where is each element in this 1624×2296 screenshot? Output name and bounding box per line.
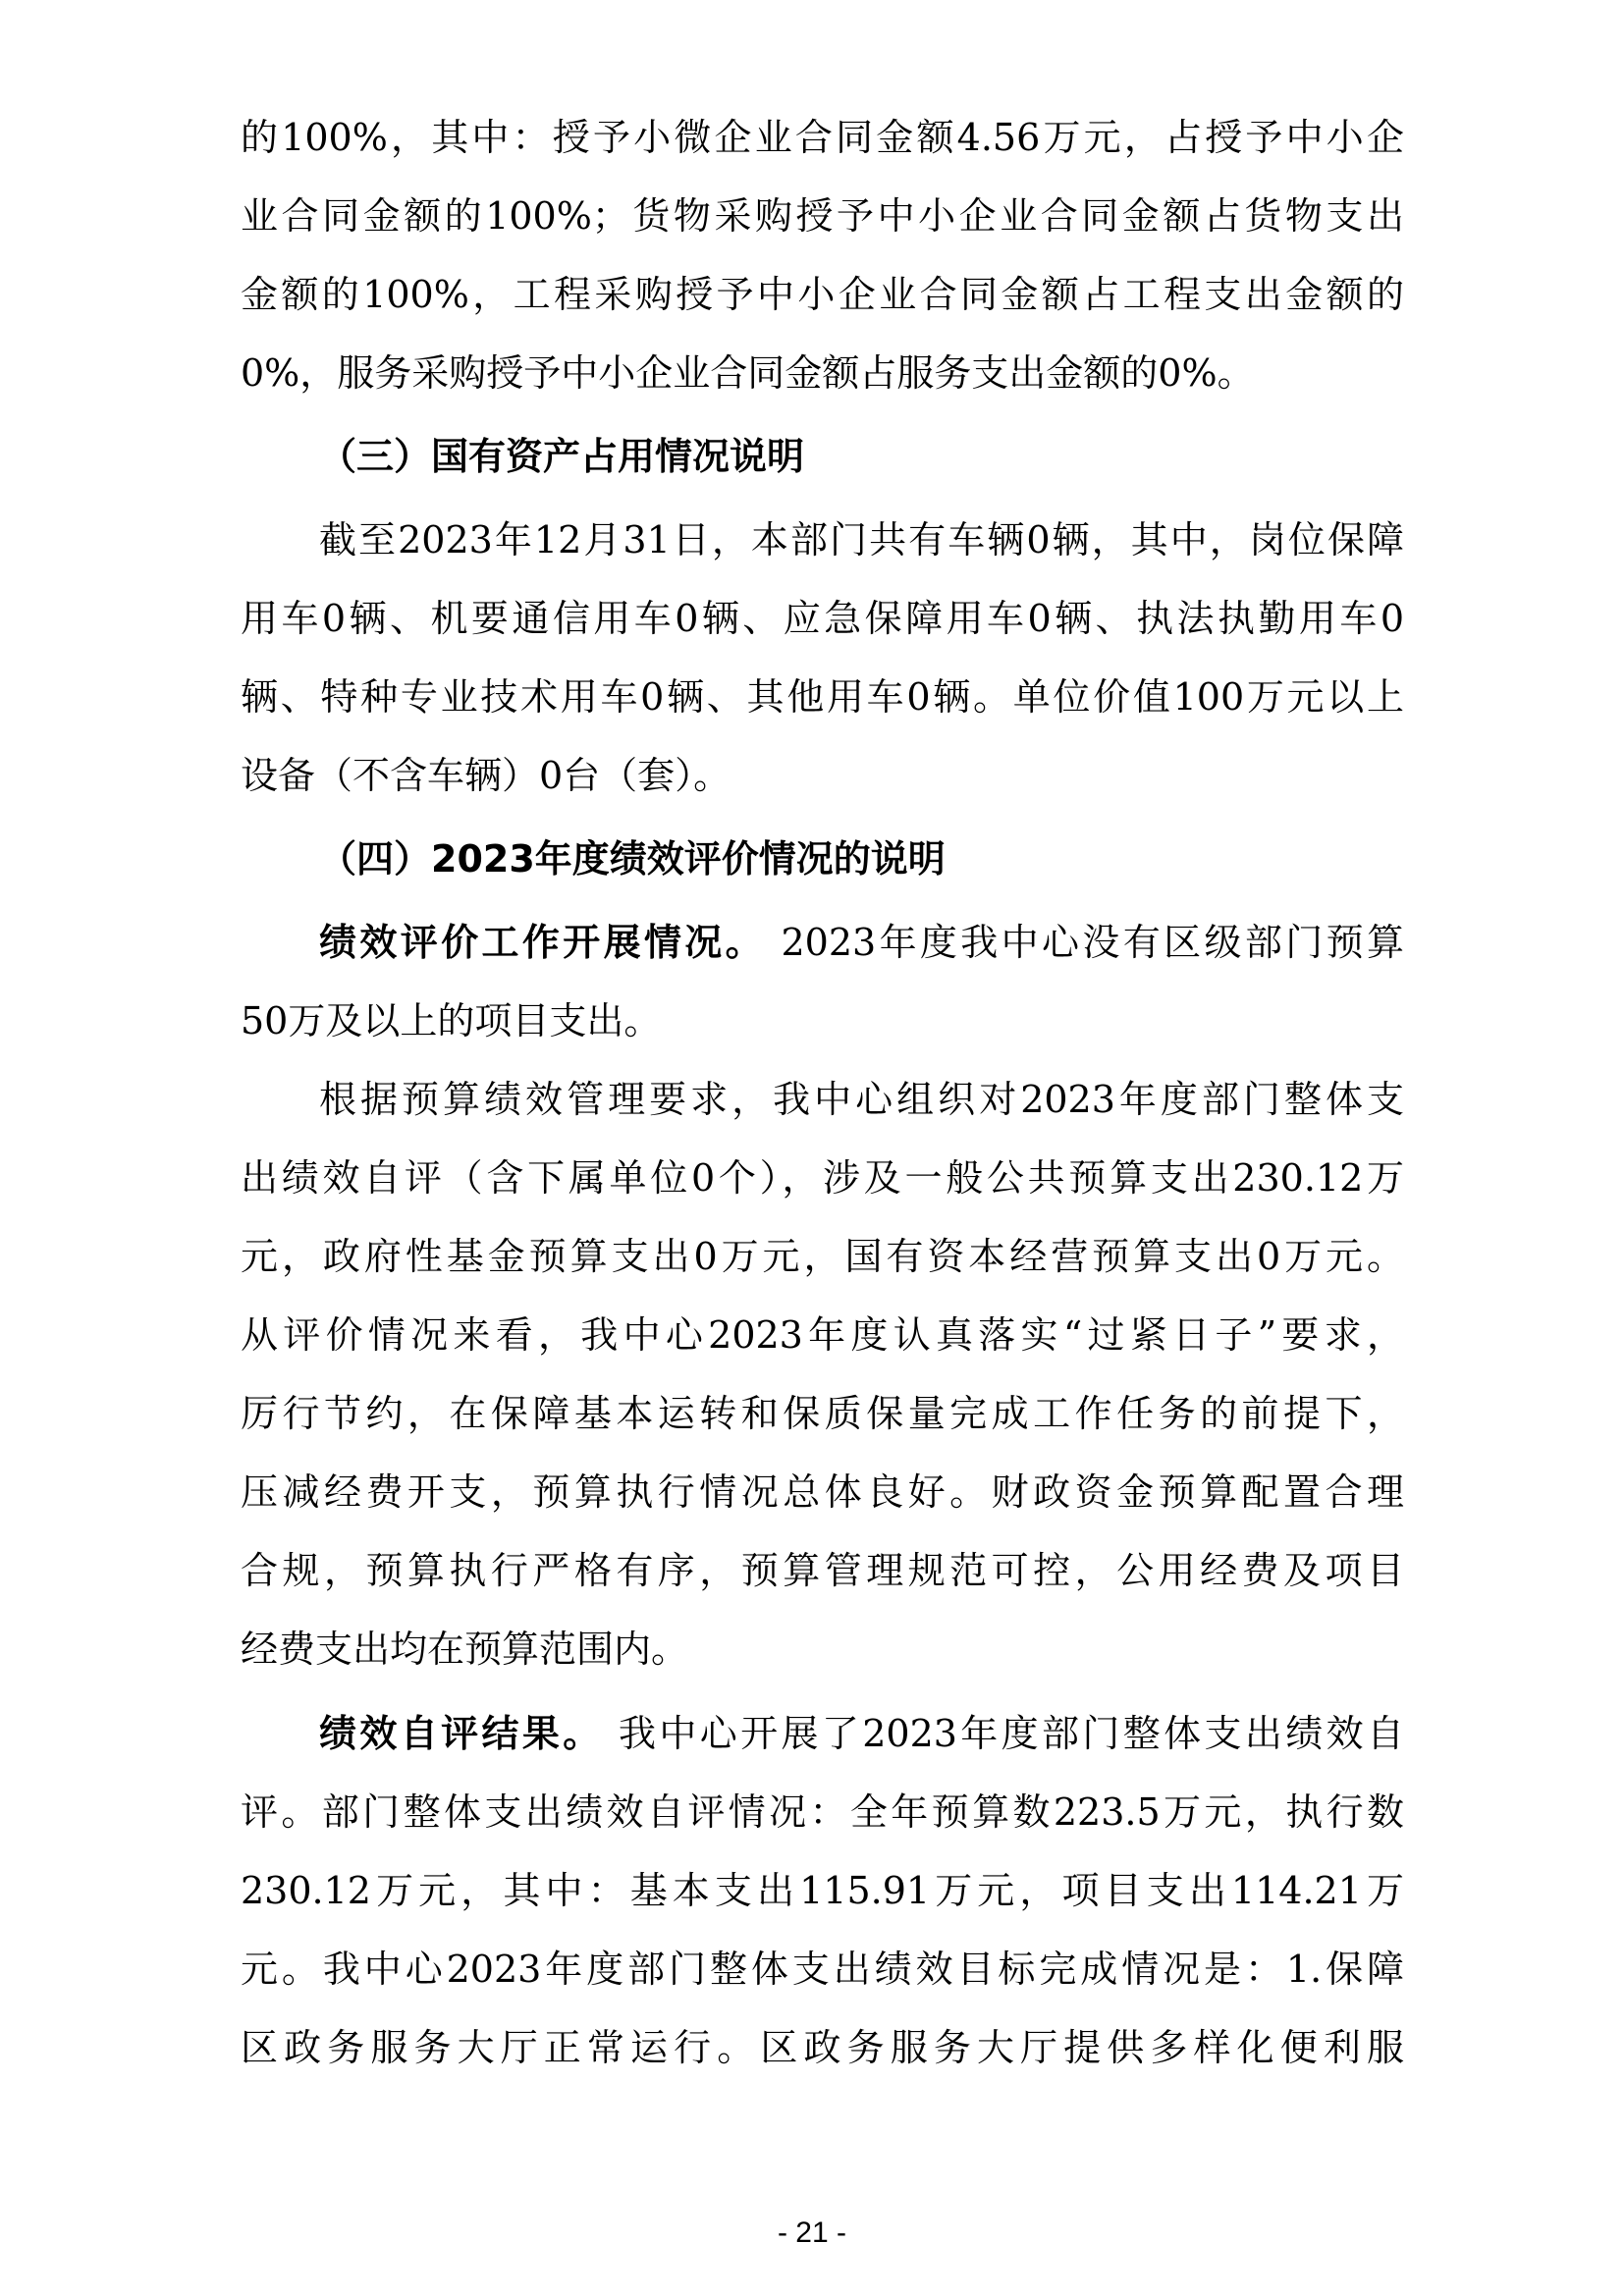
text-line: 辆、特种专业技术用车0辆、其他用车0辆。单位价值100万元以上 [241,675,1404,719]
text-line: 0%，服务采购授予中小企业合同金额占服务支出金额的0%。 [241,351,1255,395]
paragraph-first-line [241,1694,1404,1773]
text-line: 50万及以上的项目支出。 [241,999,662,1042]
paragraph-text: 2023年度我中心没有区级部门预算 [766,921,1404,964]
text-line: 根据预算绩效管理要求，我中心组织对2023年度部门整体支 [319,1078,1404,1121]
text-line: 合规，预算执行严格有序，预算管理规范可控，公用经费及项目 [241,1549,1404,1592]
text-line: 设备（不含车辆）0台（套）。 [241,754,731,797]
text-line: 元。我中心2023年度部门整体支出绩效目标完成情况是：1.保障 [241,1948,1404,1991]
text-line: 业合同金额的100%；货物采购授予中小企业合同金额占货物支出 [241,194,1404,238]
paragraph-first-line [241,903,1404,982]
text-line: 的100%，其中：授予小微企业合同金额4.56万元，占授予中小企 [241,116,1404,159]
document-body [241,98,1404,2087]
text-line: 经费支出均在预算范围内。 [241,1628,689,1671]
text-line: 金额的100%，工程采购授予中小企业合同金额占工程支出金额的 [241,273,1404,316]
section-heading-performance: （四）2023年度绩效评价情况的说明 [319,837,946,881]
text-line: 元，政府性基金预算支出0万元，国有资本经营预算支出0万元。 [241,1235,1404,1278]
paragraph-text: 我中心开展了2023年度部门整体支出绩效自 [603,1712,1404,1755]
text-line: 厉行节约，在保障基本运转和保质保量完成工作任务的前提下， [241,1392,1404,1435]
text-line: 压减经费开支，预算执行情况总体良好。财政资金预算配置合理 [241,1470,1404,1514]
text-line: 230.12万元，其中：基本支出115.91万元，项目支出114.21万 [241,1869,1404,1912]
text-line: 出绩效自评（含下属单位0个），涉及一般公共预算支出230.12万 [241,1156,1404,1200]
section-heading-assets: （三）国有资产占用情况说明 [319,435,805,478]
paragraph-lead: 绩效自评结果。 [319,1712,604,1755]
paragraph-lead: 绩效评价工作开展情况。 [319,921,767,964]
text-line: 截至2023年12月31日，本部门共有车辆0辆，其中，岗位保障 [319,518,1404,561]
text-line: 评。部门整体支出绩效自评情况：全年预算数223.5万元，执行数 [241,1790,1404,1834]
text-line: 从评价情况来看，我中心2023年度认真落实“过紧日子”要求， [241,1313,1404,1357]
text-line: 区政务服务大厅正常运行。区政务服务大厅提供多样化便利服 [241,2026,1404,2069]
text-line: 用车0辆、机要通信用车0辆、应急保障用车0辆、执法执勤用车0 [241,597,1404,640]
page-number: - 21 - [777,2216,847,2249]
